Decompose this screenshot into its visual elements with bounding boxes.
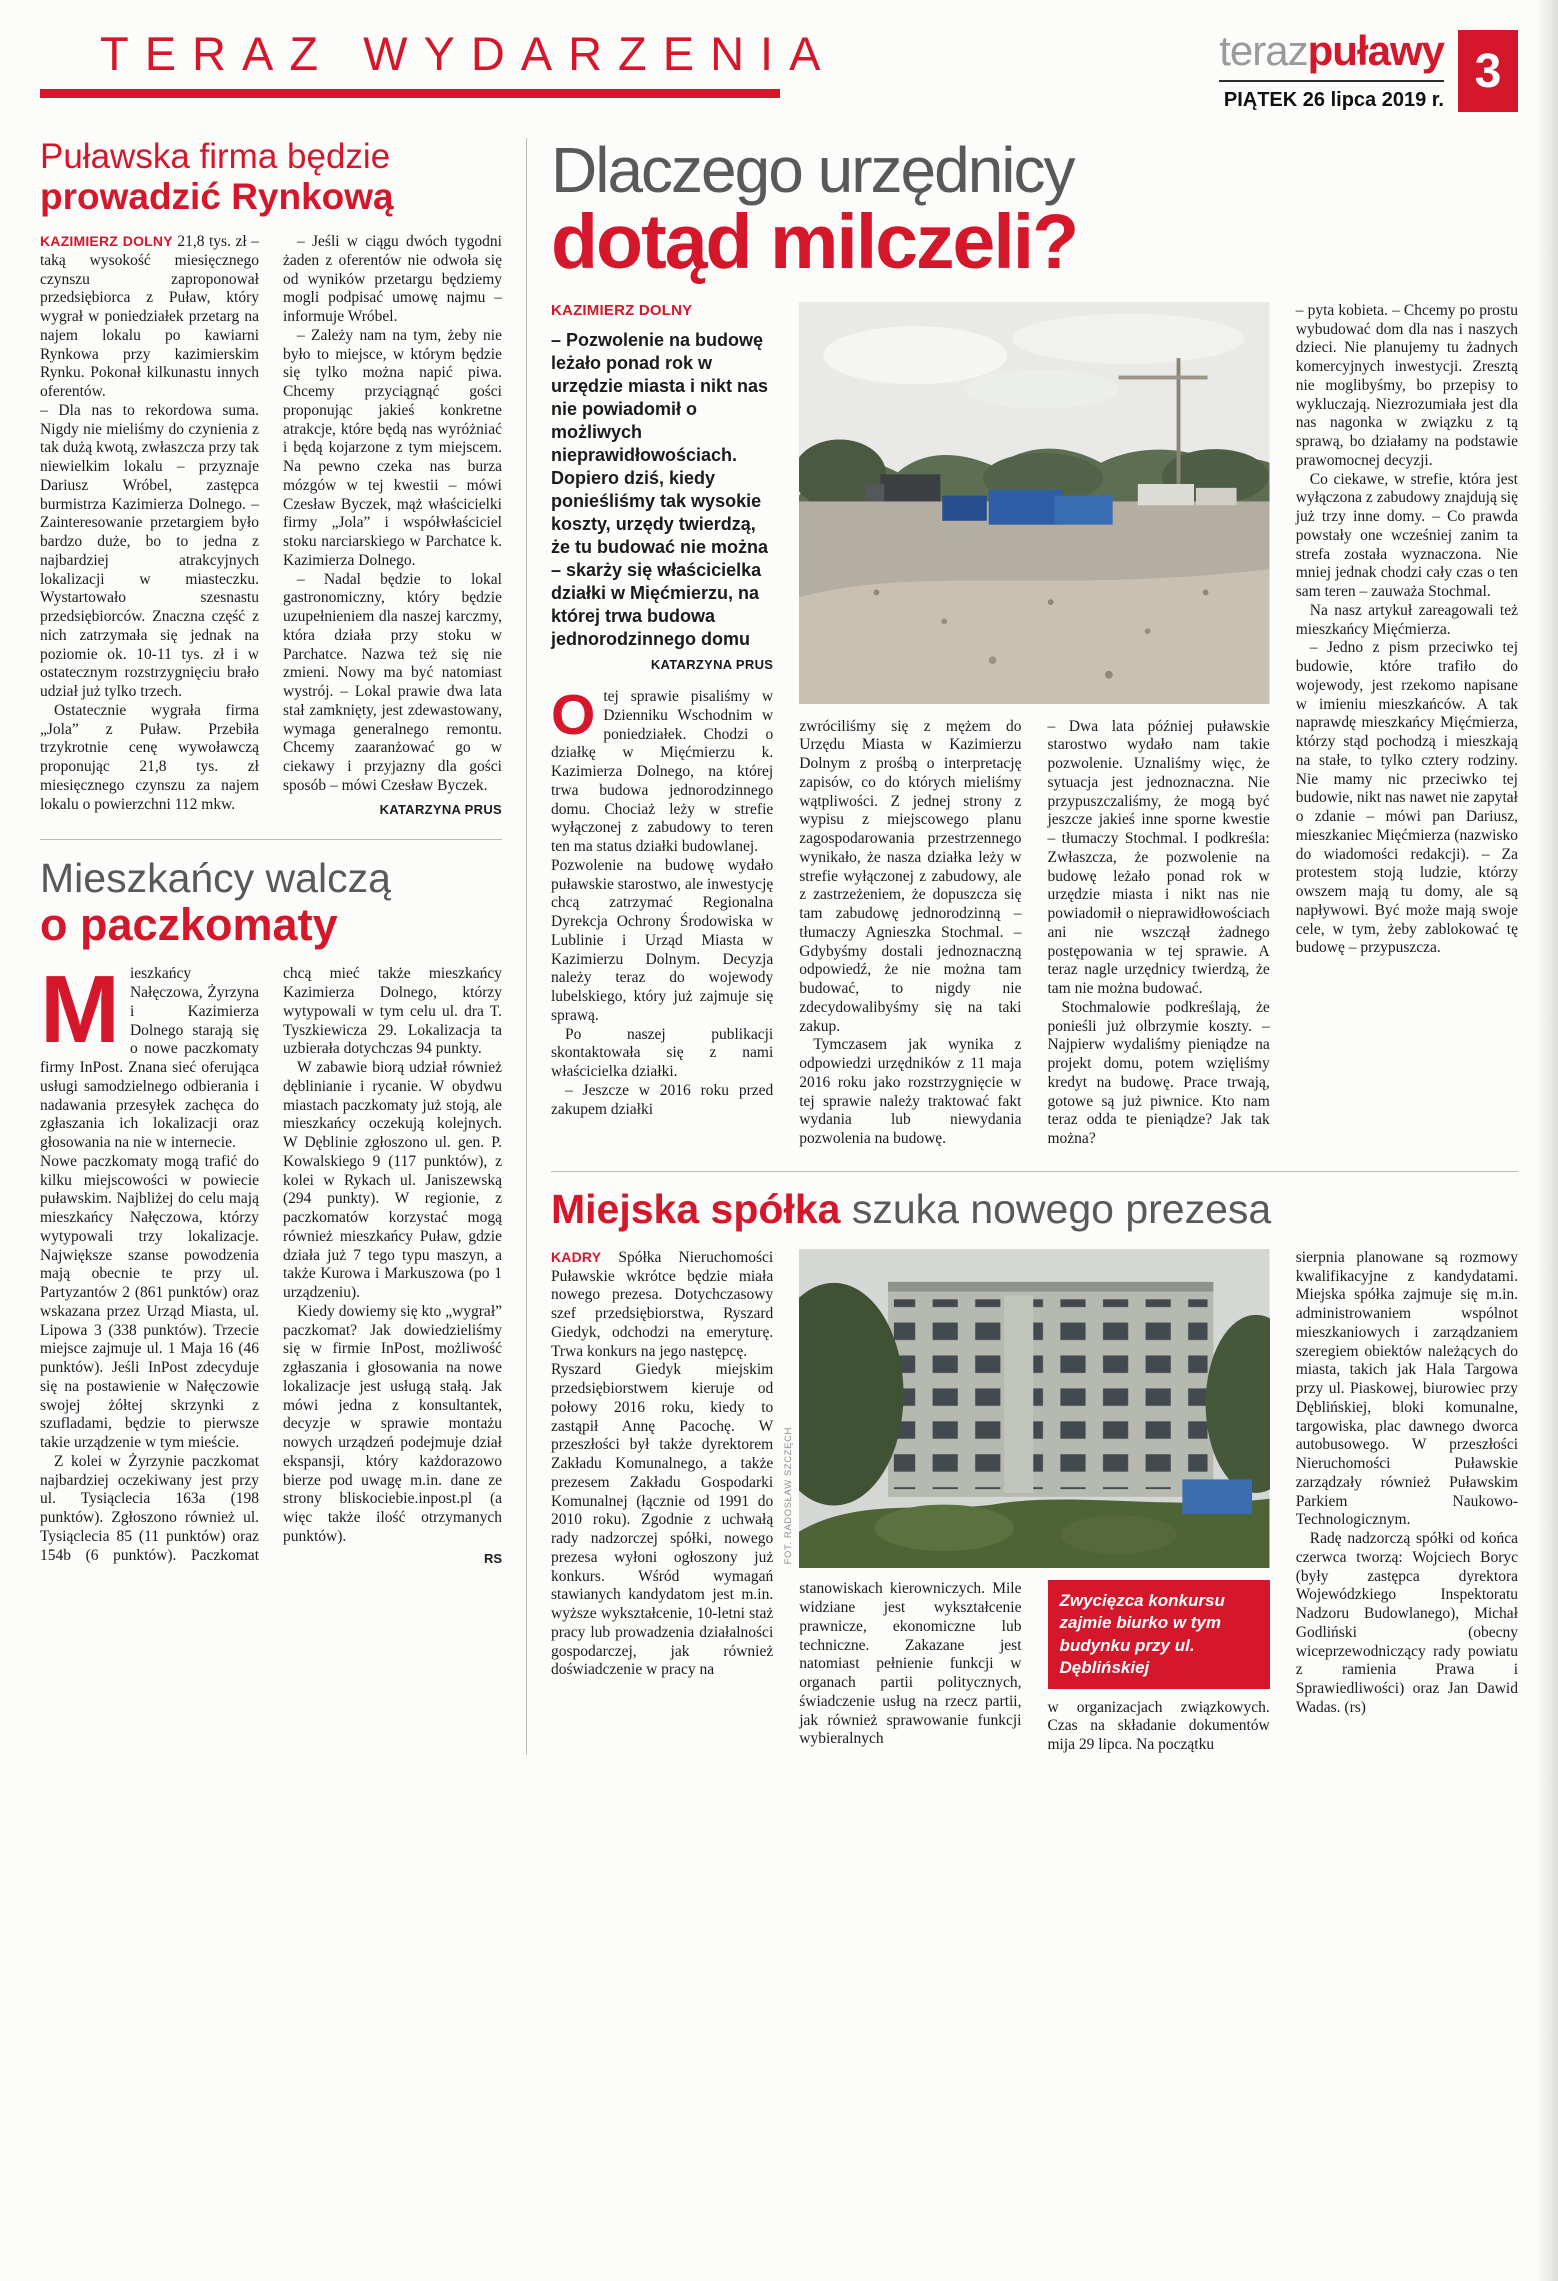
paragraph: zwróciliśmy się z mężem do Urzędu Miasta w Kazimierzu Dolnym z prośbą o interpretację zapisów, co do których mieliśmy wątpliwości. Z jednej strony z wypisu z miejscowego planu zagospodarowania przestrzennego wynikało, że nasza działka leży w strefie wyłączonej z zabudowy, ale z zastrzeżeniem, że dopuszcza się tam zabudowę jednorodzinną – tłumaczy Agnieszka Stochmal. – Gdybyśmy dostali jednoznaczną odpowiedź, że nie można tam budować, to nigdy nie zdecydowalibyśmy się na taki zakup. (799, 717, 1022, 1035)
headline-line1: Mieszkańcy walczą (40, 855, 391, 902)
paragraph: Na nasz artykuł zareagowali też mieszkańcy Mięćmierza. (1295, 601, 1518, 638)
section-red-rule (40, 89, 780, 98)
paragraph: Radę nadzorczą spółki od końca czerwca tworzą: Wojciech Boryc (były zastępca dyrektora Wojewódzkiego Inspektoratu Nadzoru Budowlanego), Michał Godliński (obecny wiceprzewodniczący rady powiatu z ramienia Prawa i Sprawiedliwości) oraz Jan Dawid Wadas. (rs) (1295, 1530, 1518, 1716)
headline-line1: Puławska firma będzie (40, 137, 391, 176)
opening-paragraph (40, 956, 259, 1153)
article-paczkomaty-body (40, 956, 502, 1566)
paragraph: – Jedno z pism przeciwko tej budowie, które trafiło do wojewody, jest rzekomo napisane w imieniu mieszkańców. A tak naprawdę mieszkańcy Mięćmierza, którzy stąd pochodzą i mieszkają na stałe, to tylko cztery rodziny. Nie mamy nic przeciwko tej budowie, nikt nas nawet nie zapytał o zdanie – mówi pan Dariusz, mieszkaniec Mięćmierza (nazwisko do wiadomości redakcji). – Za protestem stoją ludzie, którzy owszem mają tu domy, ale są napływowi. Być może mają swoje cele, w tym, żeby zablokować tę budowę – przypuszcza. (1295, 639, 1518, 957)
headline-line2: prowadzić Rynkową (40, 175, 394, 217)
page-number-badge: 3 (1458, 30, 1518, 112)
paragraph: Z kolei w Żyrzynie paczkomat najbardziej oczekiwany jest przy ul. Tysiąclecia 163a (198 punktów). Zgłoszono również ul. Tysiąclecia 85 (11 punktów) oraz 154b (6 punktów). Paczkomat chcą mieć także mieszkańcy Kazimierza Dolnego, którzy wytypowali w tym celu ul. dra T. Tyszkiewicza 29. Lokalizacja ta uzbierała dotychczas 94 punkty. (40, 965, 502, 1564)
opening-text: tej sprawie pisaliśmy w Dzienniku Wschodnim w poniedziałek. Chodzi o działkę w Mięćmierzu k. Kazimierza Dolnego, na której trwa budowa jednorodzinnego domu. Chociaż leży w strefie wyłączonej z zabudowy to teren ten ma status działki budowlanej. (551, 688, 774, 856)
section-title: TERAZ WYDARZENIA (100, 27, 837, 80)
article-rynkowa-headline (40, 138, 502, 217)
article-milczeli (551, 134, 1518, 1149)
building-photo (783, 1249, 1270, 1568)
opening-text: ieszkańcy Nałęczowa, Żyrzyna i Kazimierza Dolnego starają się o nowe paczkomaty firmy InPost. Znana sieć oferująca usługi samodzielnego odbierania i nadawania przesyłek zachęca do zgłaszania ich lokalizacji oraz głosowania na nie w internecie. (40, 965, 259, 1152)
construction-site-illustration (799, 302, 1270, 704)
article-rynkowa (40, 138, 502, 817)
masthead (1219, 27, 1518, 112)
paragraph: Ostatecznie wygrała firma „Jola” z Puław. Przebiła trzykrotnie cenę wywoławczą proponując 21,8 tys. zł miesięcznego czynszu za najem lokalu o powierzchni 112 mkw. (40, 701, 259, 813)
article-milczeli-headline (551, 134, 1518, 286)
body-column-3 (1048, 718, 1270, 1149)
lead-text: Spółka Nieruchomości Puławskie wkrótce będzie miała nowego prezesa. Dotychczasowy szef przedsiębiorstwa, Ryszard Giedyk, odchodzi na emeryturę. Trwa konkurs na jego następcę. (551, 1248, 774, 1360)
byline: KATARZYNA PRUS (650, 657, 774, 673)
byline: KATARZYNA PRUS (379, 801, 502, 817)
body-paragraphs (551, 857, 773, 1120)
lead-column (551, 302, 773, 1149)
lead-paragraph (40, 233, 259, 402)
opening-paragraph (551, 683, 774, 857)
paragraph: Stochmalowie podkreślają, że ponieśli już olbrzymie koszty. – Najpierw wydaliśmy pieniądze na projekt domu, potem wzięliśmy kredyt na budowę. Prace trwają, gotowe są już piwnice. Kto nam teraz odda te pieniądze? Jak tak można? (1047, 998, 1270, 1148)
horizontal-divider (40, 839, 502, 840)
paragraph: – Jeśli w ciągu dwóch tygodni żaden z oferentów nie odwoła się od wyników przetargu będziemy mogli podpisać umowę najmu – informuje Wróbel. (283, 233, 502, 326)
content-area (40, 134, 1518, 1755)
lead-text: – Pozwolenie na budowę leżało ponad rok w urzędzie miasta i nikt nas nie powiadomił o możliwych nieprawidłowościach. Dopiero dziś, kiedy ponieśliśmy tak wysokie koszty, urzędy twierdzą, że tu budować nie można – skarży się właścicielka działki w Mięćmierzu, na której trwa budowa jednorodzinnego domu (551, 329, 769, 650)
paragraph: – Zależy nam na tym, żeby nie było to miejsce, w którym będzie się tylko można napić piwa. Chcemy przyciągnąć gości proponując jakieś konkretne atrakcje, które będą nas wyróżniać i będą kojarzone z tym miejscem. Na pewno czeka nas burza mózgów w tej kwestii – mówi Czesław Byczek, mąż właścicielki firmy „Jola” i współwłaściciel stoku narciarskiego w Parchatce k. Kazimierza Dolnego. (283, 326, 502, 569)
lead-text: 21,8 tys. zł – taką wysokość miesięcznego czynszu zaproponował przedsiębiorca z Puław, który wygrał w poniedziałek przetarg na najem lokalu po kawiarni Rynkowa przy kazimierskim Rynku. Pokonał kilkunastu innych oferentów. (40, 233, 259, 401)
paragraph: Tymczasem jak wynika z odpowiedzi urzędników z 11 maja 2016 roku jako rozstrzygnięcie w tej sprawie należy traktować fakt wydania lub niewydania pozwolenia na budowę. (799, 1036, 1022, 1148)
paragraph: Kiedy dowiemy się kto „wygrał” paczkomat? Jak dowiedzieliśmy się w firmie InPost, możliwość zgłaszania i głosowania na nowe lokalizacje jest usługą stałą. Jak mówi jedna z konsultantek, decyzje w sprawie montażu nowych urządzeń podejmuje dział ekspansji, który każdorazowo bierze pod uwagę m.in. dane ze strony bliskociebie.inpost.pl (a więc także ilość otrzymanych punktów). (283, 1302, 502, 1545)
body-column-1 (551, 683, 774, 1119)
article-rynkowa-body (40, 233, 502, 817)
section-header (40, 27, 837, 98)
brand-word-pulawy: puławy (1307, 27, 1444, 74)
paragraph: – Jeszcze w 2016 roku przed zakupem działki (551, 1081, 774, 1118)
headline-red-part: Miejska spółka (551, 1185, 841, 1232)
photo-caption-box: Zwycięzca konkursu zajmie biurko w tym budynku przy ul. Dęblińskiej (1048, 1580, 1270, 1688)
horizontal-divider (551, 1171, 1518, 1172)
paragraph: Ryszard Giedyk miejskim przedsiębiorstwem kieruje od połowy 2016 roku, kiedy to zastąpił Annę Pacochę. W przeszłości był także dyrektorem Zakładu Komunalnego, a także prezesem Zakładu Gospodarki Komunalnej (łącznie od 1991 do 2010 roku). Zgodnie z uchwałą rady nadzorczej spółki, nowego prezesa wyłoni ogłoszony już konkurs. Wśród wymagań stawianych kandydatom jest m.in. wyższe wykształcenie, 10-letni staż pracy lub prowadzenia działalności gospodarczej, jak również doświadczenie w pracy na (551, 1361, 774, 1679)
paragraph: – pyta kobieta. – Chcemy po prostu wybudować dom dla nas i naszych dzieci. Nie planujemy tu żadnych komercyjnych inwestycji. Zresztą nie moglibyśmy, bo przepisy to wykluczają. Niezrozumiała jest dla nas nagonka w związku z tą sprawą, bo działamy na podstawie prawomocnej decyzji. (1295, 301, 1518, 469)
brand-word-teraz: teraz (1219, 27, 1308, 74)
continuation-text: stanowiskach kierowniczych. Mile widziane jest wykształcenie prawnicze, ekonomiczne lub techniczne. Zakazane jest natomiast pełnienie funkcji w organach partii politycznych, świadczenie usług na rzecz partii, jak również sprawowanie funkcji wybieralnych (799, 1580, 1022, 1748)
issue-date: PIĄTEK 26 lipca 2019 r. (1223, 89, 1444, 111)
body-column-1 (551, 1249, 773, 1755)
construction-site-photo (799, 302, 1270, 704)
location-kicker: KAZIMIERZ DOLNY (40, 233, 173, 250)
continuation-block (1048, 1699, 1270, 1755)
article-paczkomaty (40, 856, 502, 1566)
headline-line2: o paczkomaty (40, 898, 338, 950)
photo-credit: FOT. RADOSŁAW SZCZĘCH (783, 1426, 795, 1565)
article-spolka (551, 1185, 1518, 1755)
drop-cap: M (40, 956, 120, 1064)
article-spolka-headline (551, 1185, 1518, 1232)
right-column-rail (526, 134, 1518, 1755)
building-illustration (799, 1249, 1270, 1568)
location-kicker: KAZIMIERZ DOLNY (551, 301, 693, 319)
lead-paragraph (551, 1249, 773, 1362)
paragraph: – Nadal będzie to lokal gastronomiczny, który będzie uzupełnieniem dla naszej karczmy, która działa przy stoku w Parchatce. Nazwa też się nie zmieni. Nowy ma być natomiast wystrój. – Lokal prawie dwa lata stał zamknięty, jest zdewastowany, wymaga generalnego remontu. Chcemy zaaranżować go w ciekawy i przyjazny dla gości sposób – mówi Czesław Byczek. (283, 570, 502, 794)
paragraph: W zabawie biorą udział również dęblinianie i rycanie. W obydwu miastach paczkomaty już stoją, ale mieszkańcy oczekują kolejnych. W Dęblinie zgłoszono ul. gen. P. Kowalskiego 9 (117 punktów), z kolei w Rykach ul. Janiszewską (294 punkty). W regionie, z paczkomatów korzystać mogą również mieszkańcy Puław, gdzie działa już 7 tego typu maszyn, a także Kurowa i Markuszowa (po 1 urządzeniu). (283, 1059, 502, 1302)
paragraph: – Dla nas to rekordowa suma. Nigdy nie mieliśmy do czynienia z tak dużą kwotą, zwłaszcza przy tak niewielkim lokalu – przyznaje Dariusz Wróbel, zastępca burmistrza Kazimierza Dolnego. – Zainteresowanie przetargiem było bardzo duże, bo to jedna z najbardziej atrakcyjnych lokalizacji w miasteczku. Wystartowało szesnastu przedsiębiorców. Znaczna część z nich zatrzymała się jednak na poziomie ok. 10-11 tys. zł i w ostatecznym rozstrzygnięciu brało udział już tylko trzech. (40, 401, 259, 701)
body-column-4 (1296, 1249, 1518, 1755)
paragraph: – Dwa lata później puławskie starostwo wydało nam takie pozwolenie. Uznaliśmy więc, że sytuacja jest jednoznaczna. Nie przypuszczaliśmy, że mogą być jeszcze jakieś inne sporne kwestie – tłumaczy Stochmal. I podkreśla: Zwłaszcza, że pozwolenie na budowę leżało ponad rok w urzędzie miasta i nikt nas nie powiadomił o nieprawidłowościach ani nie wszczął żadnego postępowania w tej sprawie. A teraz nagle urzędnicy twierdzą, że tam nie można budować. (1047, 717, 1270, 998)
headline-line1: Dlaczego urzędnicy (551, 134, 1074, 206)
headline-line2: dotąd milczeli? (551, 199, 1078, 286)
page-header (40, 27, 1518, 112)
paragraph: Pozwolenie na budowę wydało puławskie starostwo, ale inwestycję chcą zatrzymać Regionalna Dyrekcja Ochrony Środowiska w Lublinie i Urząd Miasta w Kazimierzu Dolnym. Decyzja należy teraz do wojewody lubelskiego, który już zajmuje się sprawą. (551, 856, 774, 1024)
body-column-3 (1048, 1580, 1270, 1755)
drop-cap: O (551, 683, 596, 748)
left-column-rail (40, 138, 502, 1566)
body-paragraphs (551, 1361, 773, 1680)
masthead-text (1219, 27, 1444, 112)
paragraph: Po naszej publikacji skontaktowała się z nami właścicielka działki. (551, 1025, 774, 1081)
paragraph: Co ciekawe, w strefie, która jest wyłączona z zabudowy znajdują się już trzy inne domy. – Co prawda powstały one wcześniej zanim ta strefa została wyznaczona. Nie mniej jednak chodzi cały czas o ten sam teren – zauważa Stochmal. (1295, 470, 1518, 601)
paragraph: Nowe paczkomaty mogą trafić do kilku miejscowości w powiecie puławskim. Najbliżej do celu mają mieszkańcy Nałęczowa, którzy wytypowali trzy lokalizacje. Największe szanse powodzenia mają obecnie te przy ul. Partyzantów 2 (861 punktów) oraz wskazana przez Urząd Miasta, ul. Lipowa 3 (338 punktów). Trzecie miejsce zajmuje ul. 1 Maja 16 (46 punktów). Jeśli InPost zdecyduje się na postawienie w Nałęczowie swojej żółtej skrzynki z szufladami, będzie to pierwsze takie urządzenie w tym mieście. (40, 1152, 259, 1452)
article-paczkomaty-headline (40, 856, 502, 949)
paragraph: sierpnia planowane są rozmowy kwalifikacyjne z kandydatami. Miejska spółka zajmuje się m.in. administrowaniem wspólnot mieszkaniowych i zarządzaniem szeregiem obiektów należących do miasta, takich jak Hala Targowa przy ul. Piaskowej, biurowiec przy Dęblińskiej, bloki komunalne, targowiska, plac dawnego dworca autobusowego. W przeszłości Nieruchomości Puławskie zarządzały również Puławskim Parkiem Naukowo-Technologicznym. (1295, 1248, 1518, 1529)
article-spolka-body (551, 1249, 1518, 1755)
headline-gray-part: szuka nowego prezesa (840, 1185, 1272, 1232)
body-column-2 (799, 718, 1021, 1149)
body-column-2 (799, 1580, 1021, 1755)
body-column-4 (1296, 302, 1518, 1149)
section-kicker: KADRY (551, 1248, 602, 1265)
author-initials: RS (483, 1550, 502, 1566)
continuation-text: w organizacjach związkowych. Czas na składanie dokumentów mija 29 lipca. Na początku (1047, 1698, 1270, 1754)
brand-logo (1219, 27, 1444, 82)
